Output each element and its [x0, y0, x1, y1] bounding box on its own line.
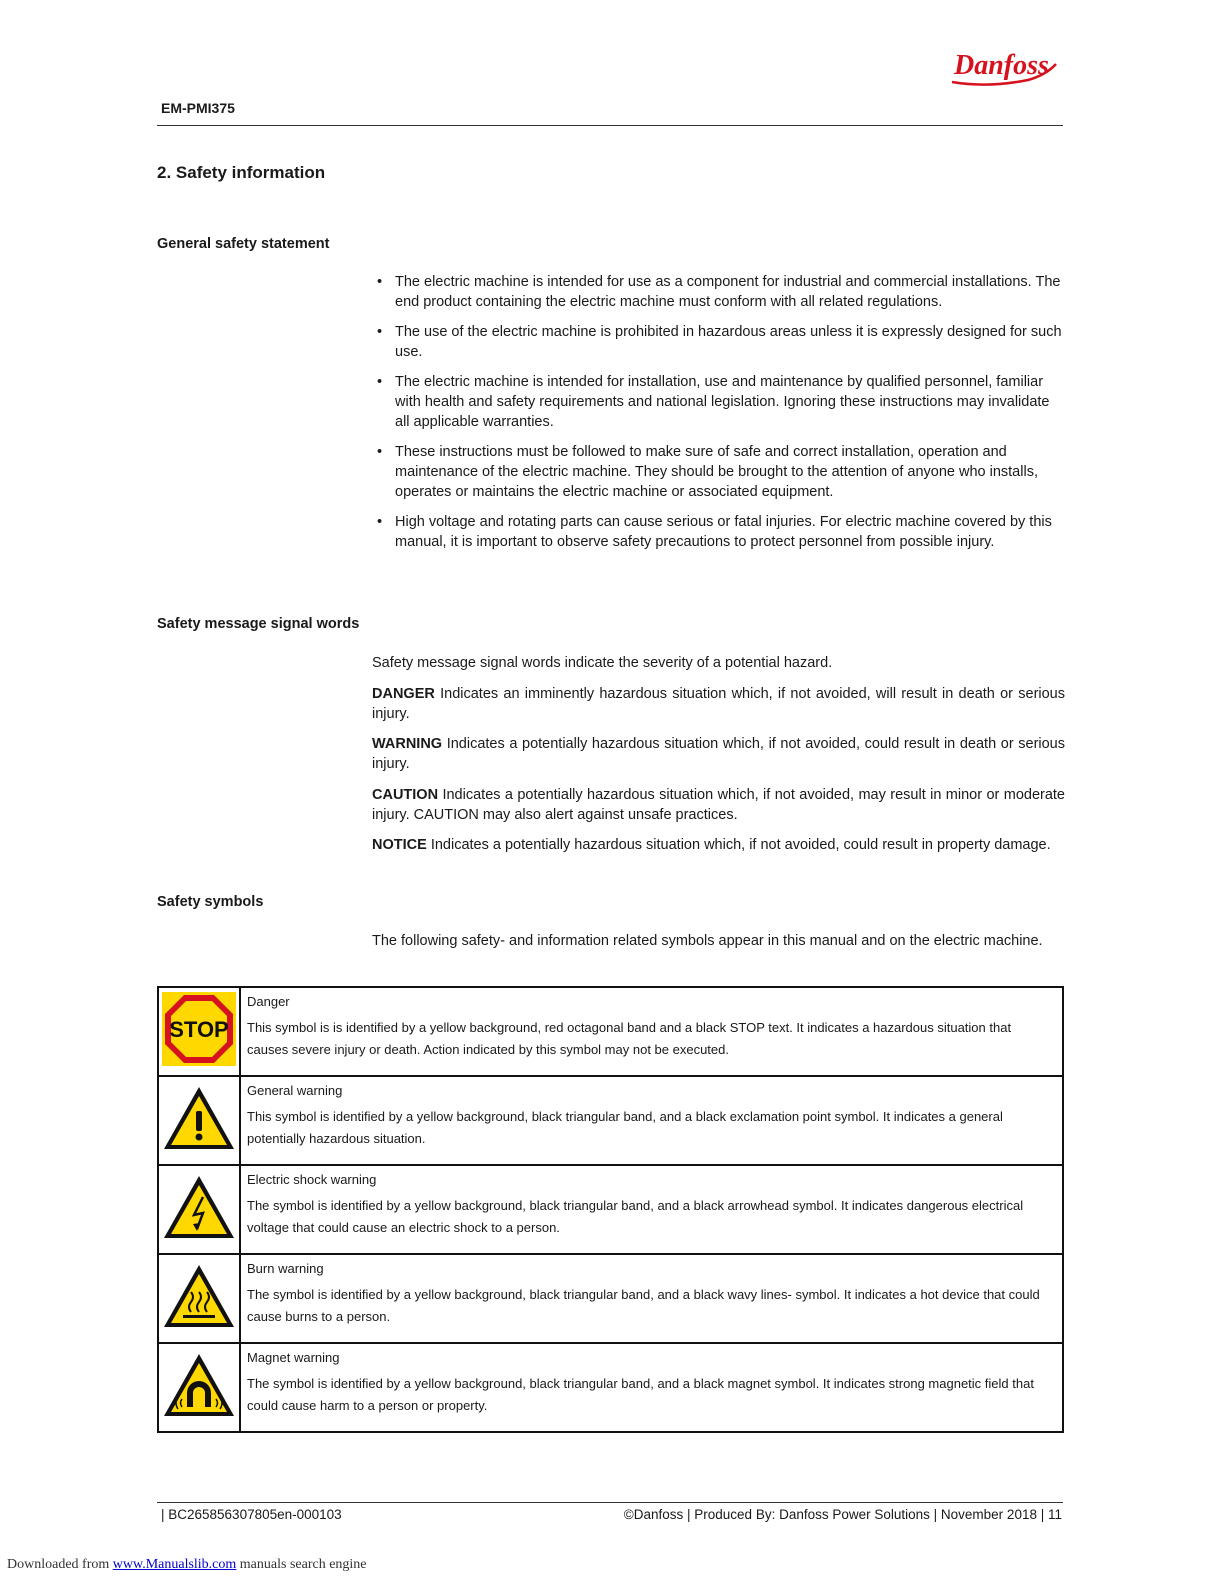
table-row [158, 1076, 1063, 1165]
footer-doc-code: | BC265856307805en-000103 [161, 1507, 342, 1522]
magnet-warning-icon [158, 1343, 240, 1432]
download-suffix: manuals search engine [236, 1557, 367, 1572]
table-row [158, 987, 1063, 1076]
table-row [158, 1254, 1063, 1343]
symbol-name: Electric shock warning [247, 1172, 377, 1187]
symbol-name: Danger [247, 994, 290, 1009]
list-item: • The electric machine is intended for use as a component for industrial and commercial installations. The end product containing the electric machine must conform with all related regulations. [377, 274, 1061, 310]
signal-word-notice: NOTICE Indicates a potentially hazardous situation which, if not avoided, could result in property damage. [372, 837, 1051, 853]
electric-shock-icon [158, 1165, 240, 1254]
general-safety-list [372, 272, 1067, 562]
symbol-name: Magnet warning [247, 1350, 340, 1365]
symbol-name: General warning [247, 1083, 343, 1098]
download-banner [7, 1557, 367, 1573]
footer-divider [157, 1502, 1063, 1503]
symbol-description: This symbol is identified by a yellow background, black triangular band, and a black exclamation point symbol. It indicates a general potentially hazardous situation. [247, 1109, 1003, 1146]
signal-word-danger: DANGER Indicates an imminently hazardous situation which, if not avoided, will result in death or serious injury. [372, 686, 1065, 722]
footer-copyright: ©Danfoss | Produced By: Danfoss Power Solutions | November 2018 | 11 [623, 1507, 1062, 1522]
symbol-description: The symbol is identified by a yellow background, black triangular band, and a black wavy lines- symbol. It indicates a hot device that could cause burns to a person. [247, 1287, 1040, 1324]
symbol-description: The symbol is identified by a yellow background, black triangular band, and a black magnet symbol. It indicates strong magnetic field that could cause harm to a person or property. [247, 1376, 1034, 1413]
stop-sign-icon [158, 987, 240, 1076]
header-divider [157, 125, 1063, 126]
safety-symbols-heading: Safety symbols [157, 894, 264, 910]
signal-word-caution: CAUTION Indicates a potentially hazardous situation which, if not avoided, may result in minor or moderate injury. CAUTION may also alert against unsafe practices. [372, 787, 1065, 823]
exclamation-warning-icon [158, 1076, 240, 1165]
svg-text:STOP: STOP [169, 1017, 229, 1042]
document-id: EM-PMI375 [161, 100, 235, 116]
signal-word-warning: WARNING Indicates a potentially hazardous situation which, if not avoided, could result in death or serious injury. [372, 736, 1065, 772]
list-item: • The use of the electric machine is prohibited in hazardous areas unless it is expressly designed for such use. [377, 324, 1062, 360]
signal-words-heading: Safety message signal words [157, 616, 360, 632]
table-row [158, 1343, 1063, 1432]
signal-words-intro: Safety message signal words indicate the severity of a potential hazard. [372, 655, 833, 671]
symbol-name: Burn warning [247, 1261, 324, 1276]
manualslib-link[interactable]: www.Manualslib.com [112, 1557, 237, 1572]
symbol-description: The symbol is identified by a yellow background, black triangular band, and a black arrowhead symbol. It indicates dangerous electrical voltage that could cause an electric shock to a person. [247, 1198, 1024, 1235]
list-item: • These instructions must be followed to make sure of safe and correct installation, operation and maintenance of the electric machine. They should be brought to the attention of anyone who installs, operates or maintains the electric machine or associated equipment. [377, 444, 1038, 500]
general-safety-heading: General safety statement [157, 236, 330, 252]
download-prefix: Downloaded from [7, 1557, 113, 1572]
hot-surface-icon [158, 1254, 240, 1343]
safety-symbols-table [157, 986, 1064, 1433]
list-item: • The electric machine is intended for installation, use and maintenance by qualified personnel, familiar with health and safety requirements and national legislation. Ignoring these instructions may invalidate all applicable warranties. [377, 374, 1050, 430]
brand-wordmark: Danfoss [954, 50, 1049, 81]
safety-symbols-intro: The following safety- and information related symbols appear in this manual and on the electric machine. [372, 933, 1043, 949]
table-row [158, 1165, 1063, 1254]
danfoss-logo [948, 44, 1060, 90]
symbol-description: This symbol is is identified by a yellow background, red octagonal band and a black STOP text. It indicates a hazardous situation that causes severe injury or death. Action indicated by this symbol may not be executed. [247, 1020, 1012, 1057]
list-item: • High voltage and rotating parts can cause serious or fatal injuries. For electric machine covered by this manual, it is important to observe safety precautions to protect personnel from possible injury. [377, 514, 1052, 550]
section-title: 2. Safety information [157, 163, 326, 182]
